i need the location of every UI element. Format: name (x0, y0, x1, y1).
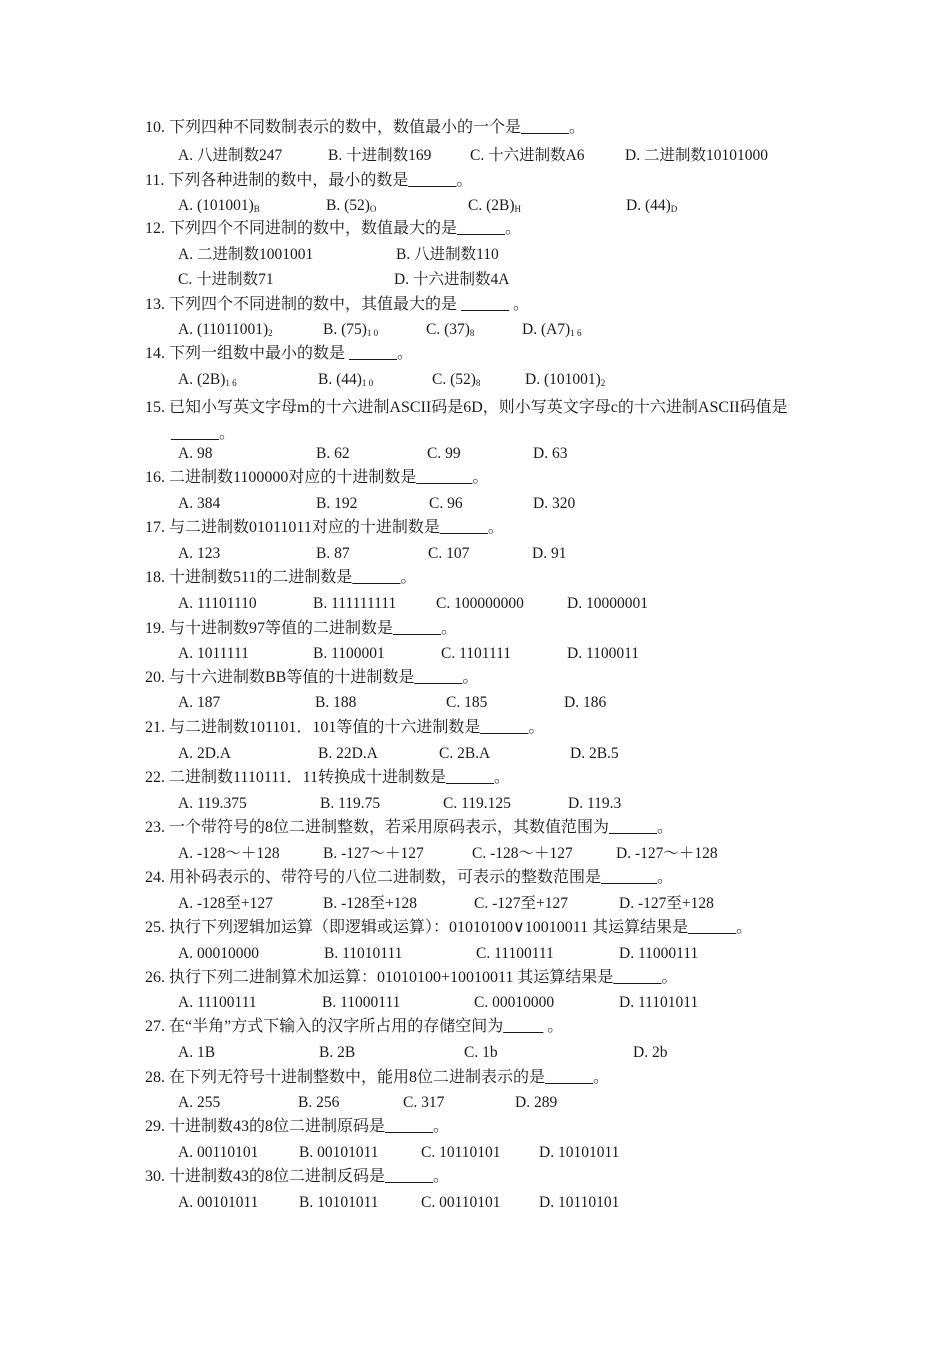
question-end-mark: 。 (472, 469, 489, 486)
option-a[interactable] (178, 320, 273, 340)
question-end-mark: 。 (400, 569, 417, 586)
answer-blank[interactable]: ______ (393, 620, 442, 637)
option-b[interactable]: B. -128至+128 (323, 895, 417, 912)
answer-blank[interactable]: ______ (688, 919, 737, 936)
question-26-stem (145, 968, 677, 988)
option-value: C. (37) (426, 321, 470, 338)
answer-blank[interactable]: ______ (414, 669, 463, 686)
question-20-stem (145, 668, 478, 688)
question-text: 用补码表示的、带符号的八位二进制数，可表示的整数范围是 (169, 869, 602, 886)
radix-subscript: 1 6 (570, 328, 582, 338)
question-end-mark: 。 (441, 620, 458, 637)
question-text: 在下列无符号十进制整数中，能用8位二进制表示的是 (169, 1069, 546, 1086)
question-number: 22. (145, 769, 165, 786)
question-24-stem (145, 868, 673, 888)
option-b[interactable]: B. 188 (315, 694, 357, 711)
option-d[interactable]: D. 2B.5 (570, 745, 619, 762)
answer-blank[interactable]: ______ (480, 719, 529, 736)
question-text: 与二进制数101101．101等值的十六进制数是 (169, 719, 481, 736)
answer-blank[interactable]: ______ (457, 220, 506, 237)
option-value: A. (11011001) (178, 321, 269, 338)
option-b[interactable]: B. -127～＋127 (323, 845, 424, 862)
question-text: 二进制数1110111．11转换成十进制数是 (169, 769, 447, 786)
option-c[interactable]: C. 96 (429, 495, 463, 512)
option-a[interactable]: A. 00110101 (178, 1144, 259, 1161)
option-d[interactable]: D. 91 (532, 545, 567, 562)
option-b[interactable]: B. 11010111 (324, 945, 403, 962)
question-28-stem (145, 1068, 609, 1088)
answer-blank[interactable]: ______ (446, 769, 495, 786)
answer-blank[interactable]: _____ (503, 1018, 544, 1035)
option-d[interactable]: D. 2b (633, 1044, 668, 1061)
option-b[interactable]: B. 11000111 (322, 994, 401, 1011)
question-23-stem (145, 818, 673, 838)
question-text: 十进制数43的8位二进制反码是 (169, 1168, 386, 1185)
option-d[interactable] (626, 196, 677, 216)
option-a[interactable]: A. 255 (178, 1094, 221, 1111)
question-18-stem (145, 568, 416, 588)
answer-blank[interactable]: ______ (461, 296, 510, 313)
option-b[interactable]: B. 1100001 (313, 645, 385, 662)
question-25-stem (145, 918, 752, 938)
option-b[interactable]: B. 22D.A (318, 745, 378, 762)
option-a[interactable]: A. 00101011 (178, 1194, 259, 1211)
option-c[interactable]: C. 00010000 (474, 994, 555, 1011)
question-text: 与十六进制数BB等值的十进制数是 (169, 669, 415, 686)
question-end-mark: 。 (397, 345, 414, 362)
option-value: A. (101001) (178, 197, 254, 214)
option-c[interactable]: C. -128～＋127 (472, 845, 573, 862)
option-d[interactable]: D. 63 (533, 445, 568, 462)
option-d[interactable]: D. 119.3 (568, 795, 622, 812)
answer-blank[interactable]: ______ (545, 1069, 594, 1086)
option-b[interactable]: D. 十六进制数4A (394, 271, 510, 288)
radix-subscript: H (514, 204, 521, 214)
option-c[interactable]: C. 1b (464, 1044, 498, 1061)
question-end-mark: 。 (543, 1018, 564, 1035)
option-b[interactable] (323, 320, 378, 340)
radix-subscript: D (670, 204, 678, 214)
question-number: 23. (145, 819, 165, 836)
answer-blank[interactable]: ______ (385, 1118, 434, 1135)
question-end-mark: 。 (593, 1069, 610, 1086)
option-c[interactable]: C. 317 (403, 1094, 445, 1111)
question-end-mark: 。 (569, 119, 586, 136)
question-11-stem (145, 171, 472, 191)
option-a[interactable]: A. 2D.A (178, 745, 231, 762)
option-a[interactable]: A. 187 (178, 694, 221, 711)
option-c[interactable] (426, 320, 474, 340)
question-15-stem (145, 395, 815, 447)
option-a[interactable]: A. 119.375 (178, 795, 247, 812)
option-a[interactable] (178, 196, 260, 216)
option-d[interactable]: D. 11000111 (619, 945, 699, 962)
option-a[interactable]: A. 384 (178, 495, 221, 512)
question-text: 一个带符号的8位二进制整数，若采用原码表示，其数值范围为 (169, 819, 610, 836)
radix-subscript: 1 6 (225, 378, 237, 388)
question-text: 执行下列逻辑加运算（即逻辑或运算）：01010100∨10010011 其运算结果是 (169, 919, 689, 936)
answer-blank[interactable]: ______ (521, 119, 570, 136)
option-c[interactable]: C. 99 (427, 445, 461, 462)
question-19-stem (145, 619, 457, 639)
option-value: D. (44) (626, 197, 671, 214)
question-27-stem (145, 1017, 563, 1037)
question-number: 24. (145, 869, 165, 886)
option-a[interactable]: A. 11100111 (178, 994, 257, 1011)
question-16-stem (145, 468, 488, 488)
question-number: 28. (145, 1069, 165, 1086)
option-d[interactable]: D. 10110101 (539, 1194, 620, 1211)
option-value: D. (101001) (525, 371, 601, 388)
option-a[interactable]: A. 11101110 (178, 595, 257, 612)
question-text: 已知小写英文字母m的十六进制ASCII码是6D，则小写英文字母c的十六进制ASCII码值是 (169, 399, 788, 416)
question-30-stem (145, 1167, 449, 1187)
question-number: 21. (145, 719, 165, 736)
question-number: 30. (145, 1168, 165, 1185)
question-21-stem (145, 718, 544, 738)
option-a[interactable]: A. 二进制数1001001 (178, 246, 314, 263)
radix-subscript: 1 0 (361, 378, 374, 388)
question-end-mark: 。 (657, 819, 674, 836)
question-text: 下列各种进制的数中，最小的数是 (168, 172, 409, 189)
option-d[interactable]: D. 二进制数10101000 (625, 147, 768, 164)
option-a[interactable]: A. 00010000 (178, 945, 259, 962)
question-22-stem (145, 768, 510, 788)
option-c[interactable]: C. 2B.A (439, 745, 491, 762)
option-a[interactable]: A. -128至+127 (178, 895, 273, 912)
question-end-mark: 。 (433, 1168, 450, 1185)
option-a[interactable]: A. 123 (178, 545, 221, 562)
option-c[interactable]: C. -127至+127 (474, 895, 568, 912)
question-number: 20. (145, 669, 165, 686)
question-number: 15. (145, 399, 165, 416)
option-c[interactable]: C. 119.125 (443, 795, 511, 812)
answer-blank[interactable]: _______ (416, 469, 473, 486)
question-10-stem (145, 118, 585, 138)
question-end-mark: 。 (433, 1118, 450, 1135)
option-b[interactable]: B. 00101011 (299, 1144, 379, 1161)
radix-subscript: O (369, 204, 377, 214)
option-d[interactable]: D. -127～＋128 (616, 845, 718, 862)
option-a[interactable]: A. -128～＋128 (178, 845, 280, 862)
option-value: D. (A7) (522, 321, 571, 338)
option-a[interactable]: A. 八进制数247 (178, 147, 283, 164)
option-c[interactable] (432, 370, 480, 390)
option-value: A. (2B) (178, 371, 226, 388)
question-text: 下列四种不同数制表示的数中，数值最小的一个是 (169, 119, 522, 136)
question-end-mark: 。 (509, 296, 530, 313)
question-number: 17. (145, 519, 165, 536)
option-b[interactable]: B. 62 (316, 445, 350, 462)
option-c[interactable]: C. 107 (428, 545, 470, 562)
option-a[interactable]: A. 98 (178, 445, 213, 462)
question-end-mark: 。 (462, 669, 479, 686)
question-end-mark: 。 (661, 969, 678, 986)
radix-subscript: 1 0 (366, 328, 379, 338)
question-end-mark: 。 (736, 919, 753, 936)
option-d[interactable]: D. 10000001 (567, 595, 648, 612)
question-number: 25. (145, 919, 165, 936)
question-text: 执行下列二进制算术加运算：01010100+10010011 其运算结果是 (169, 969, 614, 986)
option-b[interactable] (326, 196, 376, 216)
question-end-mark: 。 (528, 719, 545, 736)
option-d[interactable]: D. 11101011 (619, 994, 699, 1011)
option-a[interactable]: A. 1011111 (178, 645, 249, 662)
question-number: 11. (145, 172, 165, 189)
question-number: 10. (145, 119, 165, 136)
radix-subscript: 8 (475, 378, 481, 388)
radix-subscript: 8 (469, 328, 475, 338)
option-b[interactable]: B. 十进制数169 (328, 147, 432, 164)
option-value: C. (52) (432, 371, 476, 388)
option-d[interactable] (522, 320, 581, 340)
answer-blank[interactable]: ______ (408, 172, 457, 189)
option-value: C. (2B) (468, 197, 515, 214)
question-text: 与二进制数01011011对应的十进制数是 (169, 519, 440, 536)
question-end-mark: 。 (494, 769, 511, 786)
question-text: 在“半角”方式下输入的汉字所占用的存储空间为 (169, 1018, 504, 1035)
option-c[interactable]: C. 00110101 (421, 1194, 501, 1211)
option-d[interactable] (525, 370, 605, 390)
option-value: B. (75) (323, 321, 367, 338)
option-c[interactable]: C. 100000000 (436, 595, 524, 612)
option-b[interactable] (318, 370, 373, 390)
option-c[interactable]: C. 185 (446, 694, 488, 711)
question-number: 16. (145, 469, 165, 486)
radix-subscript: B (253, 204, 260, 214)
option-a[interactable]: C. 十进制数71 (178, 271, 274, 288)
question-text: 十进制数511的二进制数是 (169, 569, 353, 586)
question-end-mark: 。 (456, 172, 473, 189)
option-b[interactable]: B. 119.75 (320, 795, 381, 812)
radix-subscript: 2 (268, 328, 273, 338)
question-text: 下列四个不同进制的数中，其值最大的是 (169, 296, 462, 313)
option-c[interactable] (468, 196, 521, 216)
question-text: 二进制数1100000对应的十进制数是 (169, 469, 417, 486)
option-d[interactable]: D. 186 (564, 694, 607, 711)
question-17-stem (145, 518, 504, 538)
answer-blank[interactable]: ______ (609, 819, 658, 836)
option-d[interactable]: D. 10101011 (539, 1144, 620, 1161)
question-12-stem (145, 219, 521, 239)
option-value: B. (52) (326, 197, 370, 214)
option-c[interactable]: C. 1101111 (441, 645, 512, 662)
question-end-mark: 。 (505, 220, 522, 237)
question-text: 十进制数43的8位二进制原码是 (169, 1118, 386, 1135)
radix-subscript: 2 (600, 378, 606, 388)
option-b[interactable]: B. 八进制数110 (396, 246, 499, 263)
question-end-mark: 。 (657, 869, 674, 886)
option-c[interactable]: C. 10110101 (421, 1144, 501, 1161)
option-d[interactable]: D. 1100011 (567, 645, 640, 662)
option-b[interactable]: B. 256 (298, 1094, 340, 1111)
option-a[interactable]: A. 1B (178, 1044, 216, 1061)
question-end-mark: 。 (219, 425, 236, 442)
question-number: 19. (145, 620, 165, 637)
question-number: 18. (145, 569, 165, 586)
option-c[interactable]: C. 11100111 (476, 945, 554, 962)
option-d[interactable]: D. -127至+128 (619, 895, 714, 912)
question-text: 与十进制数97等值的二进制数是 (169, 620, 394, 637)
option-value: B. (44) (318, 371, 362, 388)
option-a[interactable] (178, 370, 237, 390)
answer-blank[interactable]: ______ (439, 519, 488, 536)
question-number: 12. (145, 220, 165, 237)
option-b[interactable]: B. 10101011 (299, 1194, 379, 1211)
option-d[interactable]: D. 289 (515, 1094, 558, 1111)
answer-blank[interactable]: ______ (352, 569, 401, 586)
question-text: 下列一组数中最小的数是 (169, 345, 350, 362)
option-b[interactable]: B. 2B (319, 1044, 356, 1061)
option-d[interactable]: D. 320 (533, 495, 576, 512)
answer-blank[interactable]: ______ (613, 969, 662, 986)
question-14-stem (145, 344, 413, 364)
option-b[interactable]: B. 87 (316, 545, 350, 562)
question-number: 27. (145, 1018, 165, 1035)
question-number: 26. (145, 969, 165, 986)
question-number: 14. (145, 345, 165, 362)
answer-blank[interactable]: ______ (171, 425, 219, 442)
option-c[interactable]: C. 十六进制数A6 (470, 147, 585, 164)
answer-blank[interactable]: ______ (385, 1168, 434, 1185)
question-number: 13. (145, 296, 165, 313)
question-13-stem (145, 295, 529, 315)
answer-blank[interactable]: _______ (601, 869, 658, 886)
question-number: 29. (145, 1118, 165, 1135)
option-b[interactable]: B. 111111111 (313, 595, 397, 612)
answer-blank[interactable]: ______ (349, 345, 398, 362)
question-29-stem (145, 1117, 449, 1137)
question-text: 下列四个不同进制的数中，数值最大的是 (169, 220, 458, 237)
option-b[interactable]: B. 192 (316, 495, 358, 512)
question-end-mark: 。 (487, 519, 504, 536)
